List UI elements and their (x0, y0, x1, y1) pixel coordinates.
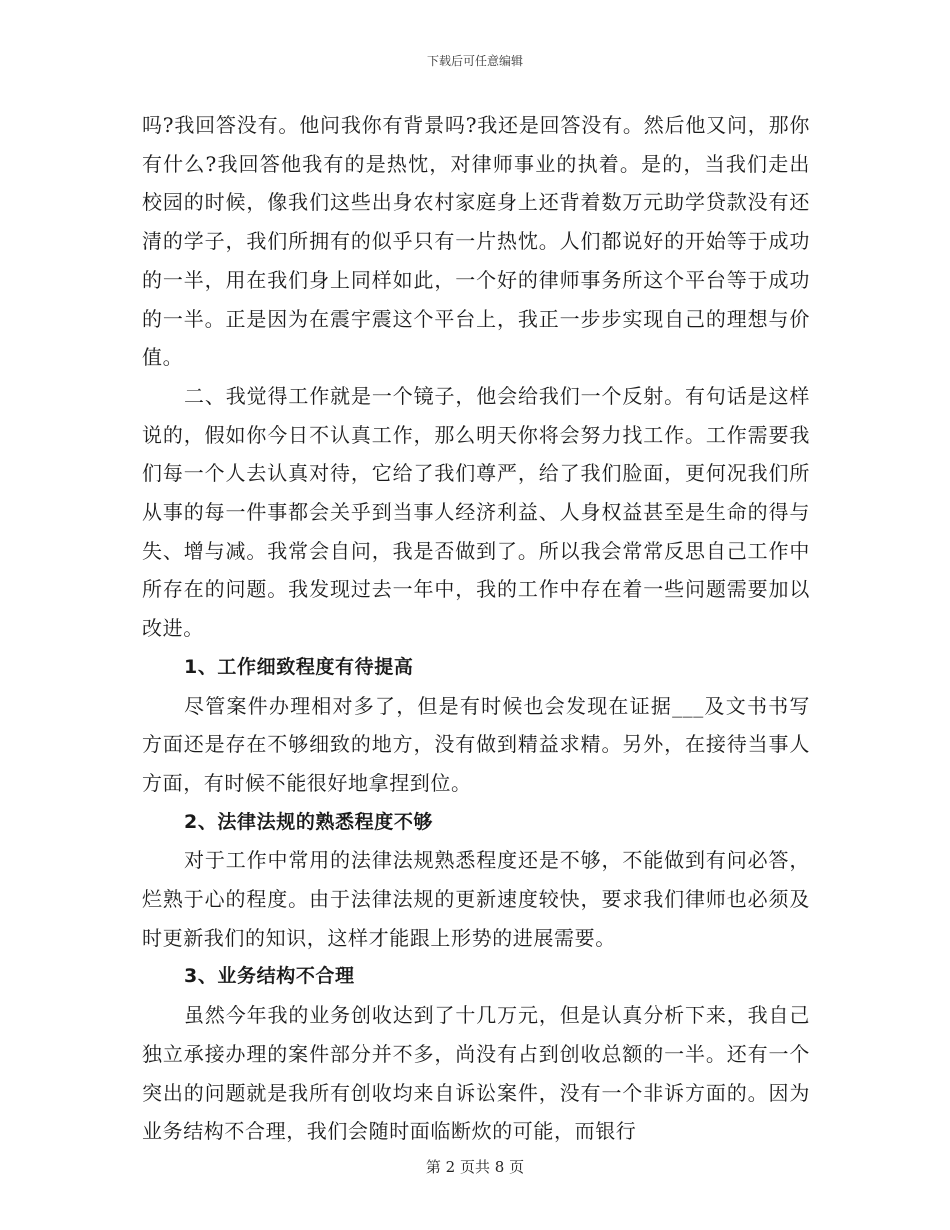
paragraph-continued: 吗?我回答没有。他问我你有背景吗?我还是回答没有。然后他又问，那你有什么?我回答他我有的是热忱，对律师事业的执着。是的，当我们走出校园的时候，像我们这些出身农村家庭身上还背着数万元助学贷款没有还清的学子，我们所拥有的似乎只有一片热忱。人们都说好的开始等于成功的一半，用在我们身上同样如此，一个好的律师事务所这个平台等于成功的一半。正是因为在震宇震这个平台上，我正一步步实现自己的理想与价值。 (142, 113, 810, 370)
paragraph-item-2: 对于工作中常用的法律法规熟悉程度还是不够，不能做到有问必答，烂熟于心的程度。由于法律法规的更新速度较快，要求我们律师也必须及时更新我们的知识，这样才能跟上形势的进展需要。 (142, 848, 810, 950)
heading-item-3: 3、业务结构不合理 (184, 965, 355, 988)
paragraph-section-two: 二、我觉得工作就是一个镜子，他会给我们一个反射。有句话是这样说的，假如你今日不认真工作，那么明天你将会努力找工作。工作需要我们每一个人去认真对待，它给了我们尊严，给了我们脸面，更何况我们所从事的每一件事都会关乎到当事人经济利益、人身权益甚至是生命的得与失、增与减。我常会自问，我是否做到了。所以我会常常反思自己工作中所存在的问题。我发现过去一年中，我的工作中存在着一些问题需要加以改进。 (142, 383, 810, 641)
paragraph-item-1: 尽管案件办理相对多了，但是有时候也会发现在证据___及文书书写方面还是存在不够细致的地方，没有做到精益求精。另外，在接待当事人方面，有时候不能很好地拿捏到位。 (142, 693, 810, 795)
page-number-footer: 第 2 页共 8 页 (425, 1158, 525, 1176)
paragraph-item-3: 虽然今年我的业务创收达到了十几万元，但是认真分析下来，我自己独立承接办理的案件部分并不多，尚没有占到创收总额的一半。还有一个突出的问题就是我所有创收均来自诉讼案件，没有一个非诉方面的。因为业务结构不合理，我们会随时面临断炊的可能，而银行 (142, 1003, 810, 1144)
heading-item-2: 2、法律法规的熟悉程度不够 (184, 810, 434, 833)
page-header: 下载后可任意编辑 (426, 54, 523, 68)
heading-item-1: 1、工作细致程度有待提高 (184, 655, 414, 678)
document-body (142, 106, 810, 1151)
